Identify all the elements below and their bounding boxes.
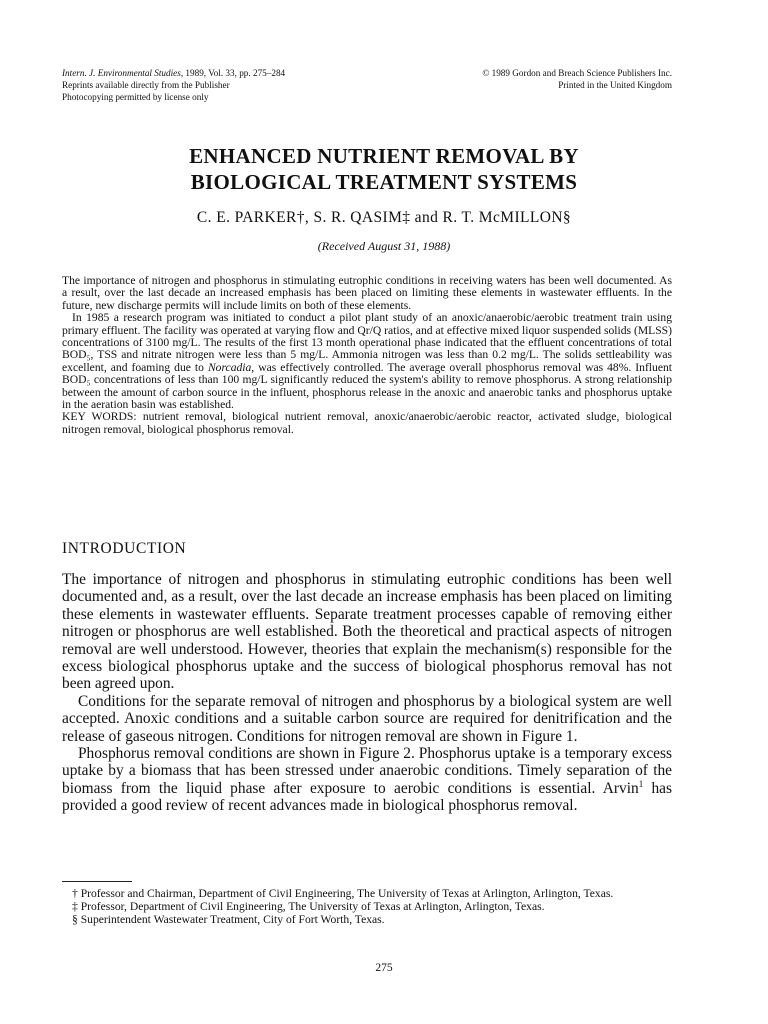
footnote-2: ‡ Professor, Department of Civil Engineering, The University of Texas at Arlington, Arlington, Texas. <box>72 900 545 914</box>
footnote-3: § Superintendent Wastewater Treatment, City of Fort Worth, Texas. <box>72 913 385 927</box>
received-date: (Received August 31, 1988) <box>317 239 451 253</box>
footnote-1: † Professor and Chairman, Department of Civil Engineering, The University of Texas at Arlington, Arlington, Texas. <box>72 887 614 900</box>
abstract-paragraph-2: In 1985 a research program was initiated to conduct a pilot plant study of an anoxic/anaerobic/aerobic treatment train using primary effluent. The facility was operated at varying flow and Qr/Q ratios, and at effective mixed liquor suspended solids (MLSS) concentrations of 3100 mg/L. The results of the first 13 month operational phase indicated that the effluent concentrations of total BOD₅, TSS and nitrate nitrogen were less than 5 mg/L. Ammonia nitrogen was less than 0.2 mg/L. The solids settleability was excellent, and foaming due to Norcadia, was effectively controlled. The average overall phosphorus removal was 48%. Influent BOD₅ concentrations of less than 100 mg/L significantly reduced the system's ability to remove phosphorus. A strong relationship between the amount of carbon source in the influent, phosphorus release in the anoxic and anaerobic tanks and phosphorus uptake in the aeration basin was established. <box>62 311 672 412</box>
paper-title: ENHANCED NUTRIENT REMOVAL BY BIOLOGICAL TREATMENT SYSTEMS <box>189 144 579 194</box>
intro-paragraph-1: The importance of nitrogen and phosphorus in stimulating eutrophic conditions has been well documented and, as a result, over the last decade an increase emphasis has been placed on limiting these elements in wastewater effluents. Separate treatment processes capable of removing either nitrogen or phosphorus are well established. Both the theoretical and practical aspects of nitrogen removal are well understood. However, theories that explain the mechanism(s) responsible for the excess biological phosphorus uptake and the success of biological phosphorus removal has not been agreed upon. <box>62 571 672 693</box>
copyright-note: © 1989 Gordon and Breach Science Publishers Inc. <box>482 68 672 78</box>
intro-paragraph-2: Conditions for the separate removal of nitrogen and phosphorus by a biological system are well accepted. Anoxic conditions and a suitable carbon source are required for denitrification and the release of gaseous nitrogen. Conditions for nitrogen removal are shown in Figure 1. <box>62 692 672 745</box>
abstract-paragraph-1: The importance of nitrogen and phosphorus in stimulating eutrophic conditions in receiving waters has been well documented. As a result, over the last decade an increased emphasis has been placed on limiting these elements in wastewater effluents. In the future, new discharge permits will include limits on both of these elements. <box>62 274 672 312</box>
reprints-note: Reprints available directly from the Publisher <box>62 80 230 90</box>
running-header-right <box>482 67 672 91</box>
section-heading-introduction: INTRODUCTION <box>62 540 187 557</box>
abstract <box>62 275 672 436</box>
author-list: C. E. PARKER†, S. R. QASIM‡ and R. T. McMILLON§ <box>196 209 572 226</box>
citation-superscript: 1 <box>638 778 644 789</box>
photocopy-note: Photocopying permitted by license only <box>62 92 209 102</box>
footnote-rule <box>62 881 132 882</box>
page-number: 275 <box>375 962 393 974</box>
keywords: KEY WORDS: nutrient removal, biological nutrient removal, anoxic/anaerobic/aerobic reactor, activated sludge, biological nitrogen removal, biological phosphorus removal. <box>62 410 672 436</box>
footnotes <box>62 887 672 927</box>
running-header-left <box>62 67 285 103</box>
intro-paragraph-3: Phosphorus removal conditions are shown in Figure 2. Phosphorus uptake is a temporary excess uptake by a biomass that has been stressed under anaerobic conditions. Timely separation of the biomass from the liquid phase after exposure to aerobic conditions is essential. Arvin$^1$ has provided a good review of recent advances made in biological phosphorus removal. <box>62 745 672 815</box>
printed-note: Printed in the United Kingdom <box>558 80 672 90</box>
journal-citation: Intern. J. Environmental Studies, 1989, Vol. 33, pp. 275–284 <box>62 68 286 78</box>
introduction-body <box>62 571 672 815</box>
